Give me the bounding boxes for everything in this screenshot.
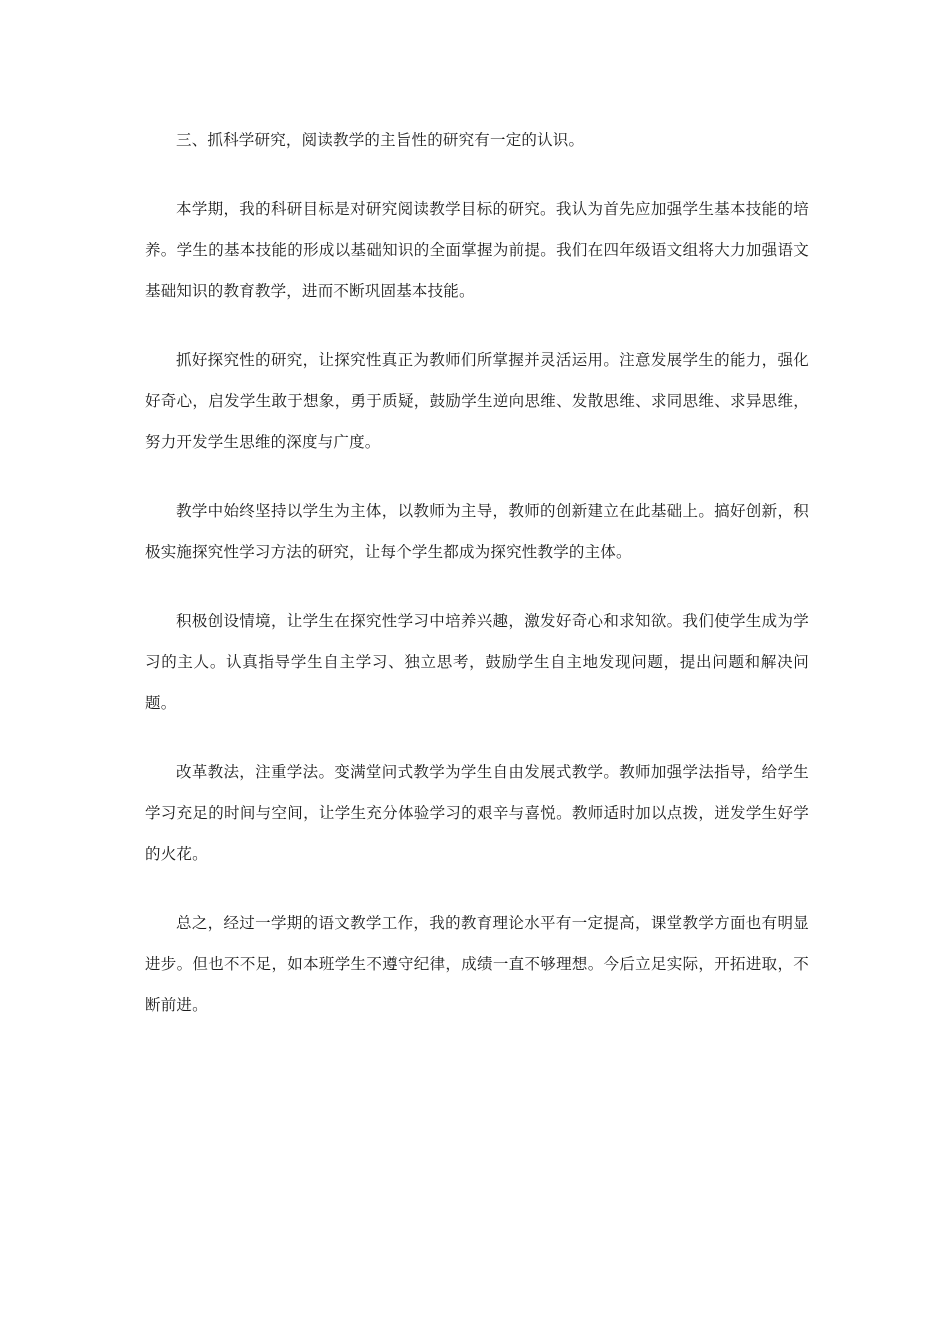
paragraph-research-goal: 本学期，我的科研目标是对研究阅读教学目标的研究。我认为首先应加强学生基本技能的培养。学生的基本技能的形成以基础知识的全面掌握为前提。我们在四年级语文组将大力加强语文基础知识的教育教学，进而不断巩固基本技能。 xyxy=(145,200,809,300)
document-body xyxy=(145,120,809,1054)
paragraph-inquiry-research: 抓好探究性的研究，让探究性真正为教师们所掌握并灵活运用。注意发展学生的能力，强化好奇心，启发学生敢于想象，勇于质疑，鼓励学生逆向思维、发散思维、求同思维、求异思维，努力开发学生思维的深度与广度。 xyxy=(145,351,809,451)
paragraph-create-situations: 积极创设情境，让学生在探究性学习中培养兴趣，激发好奇心和求知欲。我们使学生成为学习的主人。认真指导学生自主学习、独立思考，鼓励学生自主地发现问题，提出问题和解决问题。 xyxy=(145,612,809,712)
section-heading-paragraph: 三、抓科学研究，阅读教学的主旨性的研究有一定的认识。 xyxy=(176,131,585,149)
paragraph-teaching-reform: 改革教法，注重学法。变满堂问式教学为学生自由发展式教学。教师加强学法指导，给学生学习充足的时间与空间，让学生充分体验学习的艰辛与喜悦。教师适时加以点拨，迸发学生好学的火花。 xyxy=(145,763,809,863)
paragraph-summary: 总之，经过一学期的语文教学工作，我的教育理论水平有一定提高，课堂教学方面也有明显进步。但也不不足，如本班学生不遵守纪律，成绩一直不够理想。今后立足实际，开拓进取，不断前进。 xyxy=(145,914,809,1014)
paragraph-student-centered: 教学中始终坚持以学生为主体，以教师为主导，教师的创新建立在此基础上。搞好创新，积极实施探究性学习方法的研究，让每个学生都成为探究性教学的主体。 xyxy=(145,502,809,561)
